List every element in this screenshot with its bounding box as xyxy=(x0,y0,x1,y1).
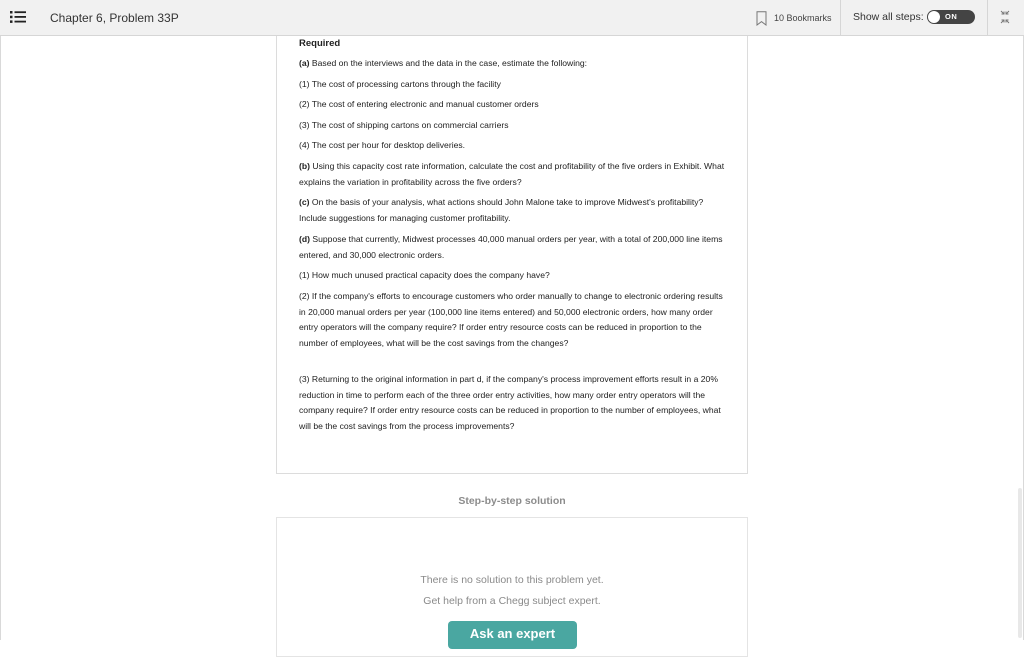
ask-expert-button[interactable]: Ask an expert xyxy=(448,621,577,649)
part-c-text: On the basis of your analysis, what actions should John Malone take to improve Midwest's profitability? Include suggestions for managing customer profitability. xyxy=(299,197,704,223)
part-b-text: Using this capacity cost rate information, calculate the cost and profitability of the five orders in Exhibit. What explains the variation in profitability across the five orders? xyxy=(299,161,725,187)
bookmarks-label: 10 Bookmarks xyxy=(774,13,832,23)
step-by-step-heading: Step-by-step solution xyxy=(458,495,566,507)
problem-part-b xyxy=(299,159,729,190)
problem-part-d1: (1) How much unused practical capacity does the company have? xyxy=(299,270,550,280)
show-steps-label: Show all steps: xyxy=(853,11,924,23)
problem-part-a3: (3) The cost of shipping cartons on commercial carriers xyxy=(299,120,509,130)
problem-part-a xyxy=(299,56,729,72)
part-b-label: (b) xyxy=(299,161,310,171)
problem-part-d2: (2) If the company's efforts to encourage customers who order manually to change to electronic ordering results in 20,000 manual orders per year (100,000 line items entered) and 50,000 electronic orders, how many order entry operators will the company require? If order entry resource costs can be reduced in proportion to the number of employees, what will be the cost savings from the changes? xyxy=(299,291,723,348)
required-heading: Required xyxy=(299,38,341,49)
toggle-state-label: ON xyxy=(945,12,958,21)
header-divider xyxy=(987,0,988,36)
header-bar xyxy=(0,0,1024,36)
header-divider xyxy=(840,0,841,36)
problem-part-a4: (4) The cost per hour for desktop deliveries. xyxy=(299,140,466,150)
collapse-icon[interactable] xyxy=(998,10,1012,24)
show-steps-toggle[interactable] xyxy=(927,10,975,24)
no-solution-message: There is no solution to this problem yet. xyxy=(420,574,604,586)
part-a-label: (a) xyxy=(299,58,310,68)
bookmarks-button[interactable] xyxy=(756,8,832,28)
page-title: Chapter 6, Problem 33P xyxy=(50,11,179,25)
scrollbar[interactable] xyxy=(1018,488,1022,638)
solution-card xyxy=(276,517,748,657)
problem-part-d3: (3) Returning to the original information in part d, if the company's process improvement efforts result in a 20% reduction in time to perform each of the three order entry activities, how many order entry operators will the company require? If order entry resource costs can be reduced in proportion to the number of employees, what will be the cost savings from the process improvements? xyxy=(299,374,721,431)
toggle-knob xyxy=(928,11,940,23)
problem-part-a2: (2) The cost of entering electronic and manual customer orders xyxy=(299,99,539,109)
bookmark-icon xyxy=(756,11,767,26)
problem-part-a1: (1) The cost of processing cartons through the facility xyxy=(299,79,501,89)
problem-part-c xyxy=(299,195,729,226)
part-a-text: Based on the interviews and the data in the case, estimate the following: xyxy=(309,58,588,68)
part-c-label: (c) xyxy=(299,197,310,207)
list-menu-icon[interactable] xyxy=(10,10,26,24)
problem-statement-card xyxy=(276,36,748,474)
problem-part-d xyxy=(299,232,729,263)
get-help-message: Get help from a Chegg subject expert. xyxy=(423,595,601,607)
part-d-text: Suppose that currently, Midwest processes 40,000 manual orders per year, with a total of 200,000 line items entered, and 30,000 electronic orders. xyxy=(299,234,723,260)
part-d-label: (d) xyxy=(299,234,310,244)
